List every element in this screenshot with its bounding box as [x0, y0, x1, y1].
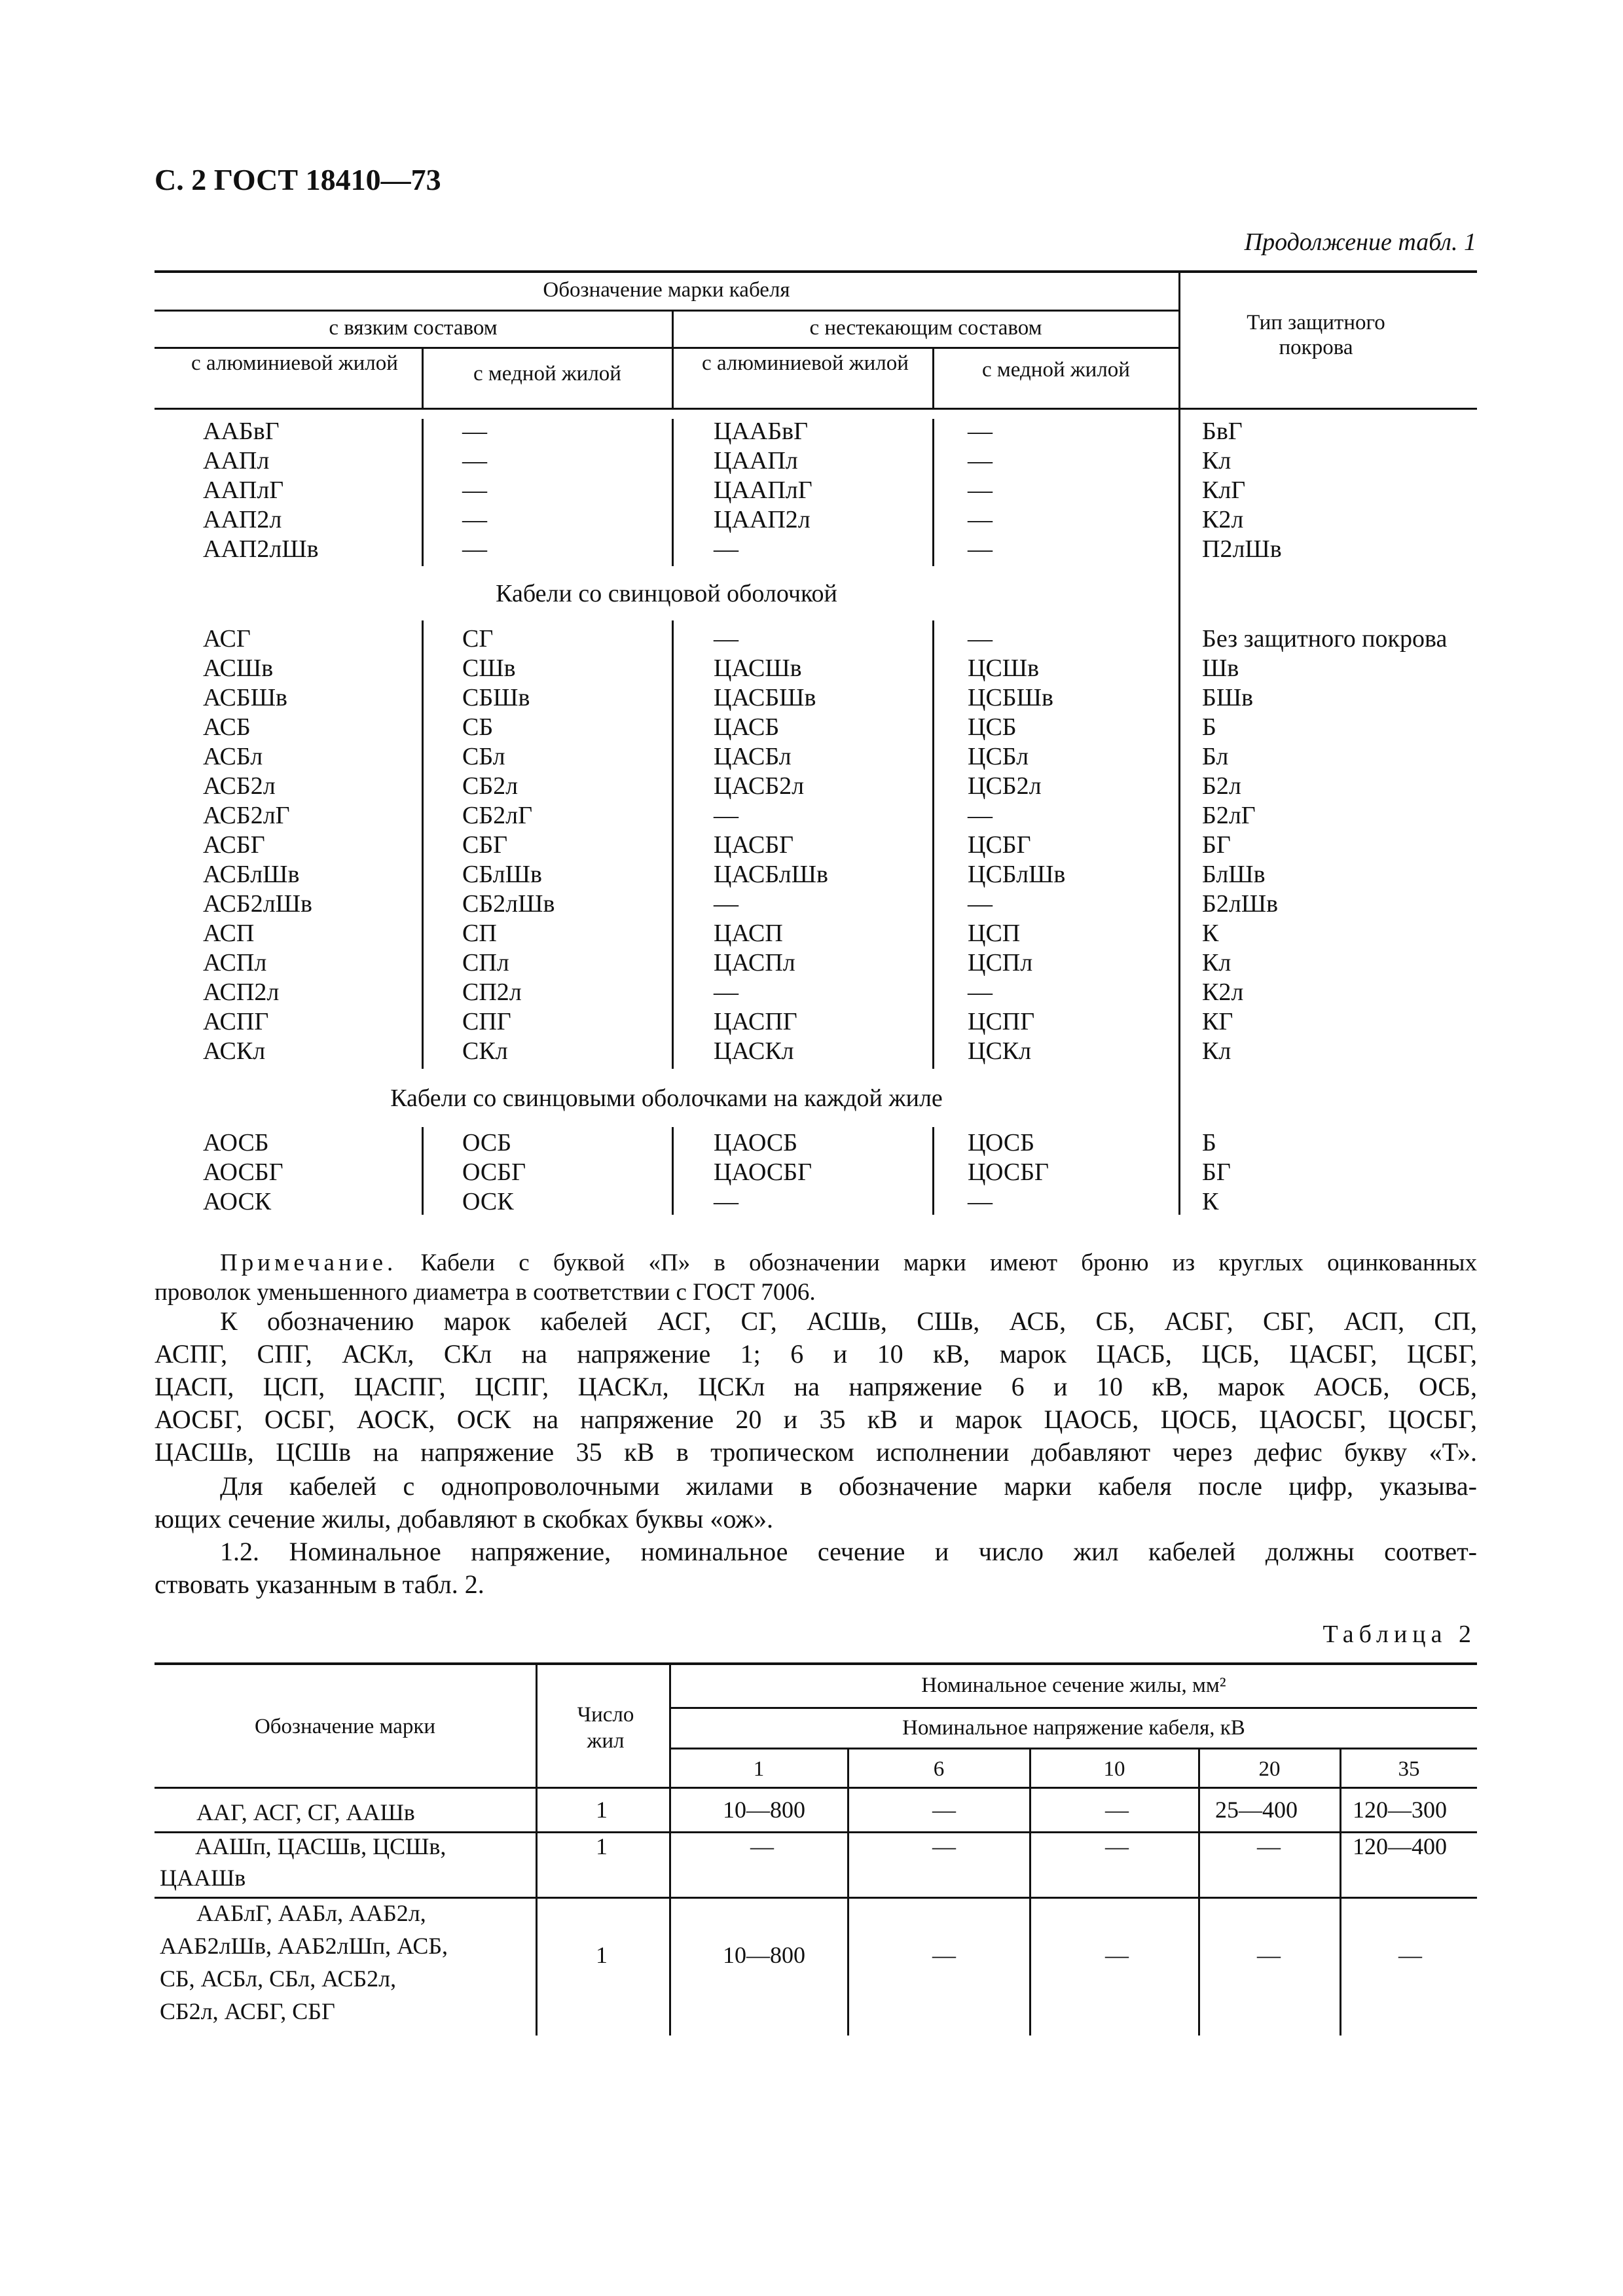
- cell-viscous-alu: ААПлГ: [203, 476, 284, 504]
- table2-label: Таблица 2: [1322, 1621, 1476, 1648]
- t2-cell-mark: ААБ2лШв, ААБ2лШп, АСБ,: [160, 1933, 448, 1959]
- cell-viscous-alu: АСБлШв: [203, 861, 300, 888]
- cell-cover-type: Кл: [1202, 447, 1231, 475]
- cell-nondrip-alu: ЦАСКл: [714, 1037, 794, 1065]
- table1-body-divider: [932, 419, 934, 566]
- cell-viscous-cu: СП: [462, 920, 497, 947]
- cell-nondrip-alu: ЦААПл: [714, 447, 798, 475]
- cell-viscous-cu: СБлШв: [462, 861, 542, 888]
- t2-cell-v35: 120—300: [1353, 1797, 1447, 1823]
- t2-cell-v1: 10—800: [723, 1942, 805, 1968]
- t2-header-voltage-10: 10: [1103, 1757, 1125, 1781]
- header-nondrip: с нестекающим составом: [809, 316, 1042, 340]
- cell-nondrip-alu: —: [714, 890, 739, 918]
- cell-viscous-alu: АСКл: [203, 1037, 266, 1065]
- paragraph-line: К обозначению марок кабелей АСГ, СГ, АСШв, СШв, АСБ, СБ, АСБГ, СБГ, АСП, СП,: [220, 1306, 1477, 1336]
- cell-nondrip-cu: ЦСПГ: [968, 1008, 1035, 1035]
- cell-viscous-cu: СГ: [462, 625, 494, 653]
- cell-nondrip-alu: ЦАСБл: [714, 743, 792, 770]
- cell-viscous-alu: АСБШв: [203, 684, 287, 711]
- cell-nondrip-cu: ЦСБ: [968, 713, 1017, 741]
- cell-nondrip-cu: —: [968, 418, 993, 445]
- table1-body-divider: [672, 419, 674, 566]
- cell-viscous-alu: АСБ2лШв: [203, 890, 312, 918]
- t2-cell-mark: ААШп, ЦАСШв, ЦСШв,: [195, 1833, 447, 1859]
- cell-cover-type: Б2лГ: [1202, 802, 1256, 829]
- cell-nondrip-cu: ЦСП: [968, 920, 1021, 947]
- note-line: проволок уменьшенного диаметра в соответствии с ГОСТ 7006.: [155, 1279, 816, 1306]
- section-title-each-core-sheath: Кабели со свинцовыми оболочками на каждой жиле: [390, 1085, 943, 1112]
- paragraph-line: АСПГ, СПГ, АСКл, СКл на напряжение 1; 6 и 10 кВ, марок ЦАСБ, ЦСБ, ЦАСБГ, ЦСБГ,: [155, 1339, 1477, 1369]
- t2-cell-v20: —: [1257, 1942, 1281, 1968]
- header-cu-core: с медной жилой: [473, 362, 621, 386]
- table1-body-divider: [422, 419, 424, 566]
- t2-cell-v20: —: [1257, 1833, 1281, 1859]
- table2-header-rule-3: [155, 1787, 1477, 1789]
- cell-viscous-alu: АСП: [203, 920, 255, 947]
- cell-viscous-alu: ААП2л: [203, 506, 282, 533]
- cell-cover-type: Кл: [1202, 949, 1231, 977]
- cell-nondrip-cu: —: [968, 1188, 993, 1215]
- paragraph-line: ствовать указанным в табл. 2.: [155, 1570, 484, 1599]
- table1-body-divider: [422, 620, 424, 1069]
- cell-viscous-alu: АОСБ: [203, 1129, 269, 1157]
- cell-cover-type: БШв: [1202, 684, 1254, 711]
- cell-viscous-alu: ААБвГ: [203, 418, 280, 445]
- t2-header-voltage-35: 35: [1398, 1757, 1420, 1781]
- cell-viscous-cu: СПл: [462, 949, 509, 977]
- header-viscous: с вязким составом: [329, 316, 498, 340]
- cell-nondrip-cu: —: [968, 802, 993, 829]
- cell-cover-type: К: [1202, 1188, 1219, 1215]
- cell-viscous-cu: —: [462, 418, 487, 445]
- table2-col-divider: [847, 1748, 849, 2036]
- t2-header-section: Номинальное сечение жилы, мм²: [921, 1674, 1226, 1697]
- cell-nondrip-alu: ЦАОСБГ: [714, 1158, 812, 1186]
- t2-header-voltage-1: 1: [753, 1757, 765, 1781]
- cell-cover-type: К2л: [1202, 978, 1244, 1006]
- cell-viscous-cu: СПГ: [462, 1008, 511, 1035]
- cell-viscous-alu: АСБГ: [203, 831, 265, 859]
- table2-col-divider: [536, 1662, 538, 2036]
- table2-row-rule: [155, 1897, 1477, 1899]
- cell-cover-type: Б2л: [1202, 772, 1241, 800]
- cell-viscous-alu: АСБ2лГ: [203, 802, 290, 829]
- cell-viscous-alu: АСШв: [203, 655, 274, 682]
- paragraph-line: ющих сечение жилы, добавляют в скобках буквы «ож».: [155, 1504, 774, 1534]
- cell-viscous-cu: СБ2лГ: [462, 802, 533, 829]
- table1-col-divider-cover: [1178, 270, 1180, 1215]
- table2-col-divider: [1340, 1748, 1341, 2036]
- cell-nondrip-alu: ЦААБвГ: [714, 418, 809, 445]
- t2-cell-v35: —: [1398, 1942, 1422, 1968]
- cell-nondrip-cu: ЦСШв: [968, 655, 1040, 682]
- cell-nondrip-cu: ЦСБл: [968, 743, 1029, 770]
- cell-nondrip-alu: —: [714, 802, 739, 829]
- cell-nondrip-alu: —: [714, 625, 739, 653]
- paragraph-line: 1.2. Номинальное напряжение, номинальное сечение и число жил кабелей должны соответ-: [220, 1537, 1477, 1566]
- cell-nondrip-cu: ЦСБШв: [968, 684, 1053, 711]
- table2-header-rule-1: [669, 1707, 1477, 1709]
- cell-cover-type: Без защитного покрова: [1202, 625, 1448, 653]
- cell-nondrip-alu: ЦААПлГ: [714, 476, 812, 504]
- cell-cover-type: Б: [1202, 1129, 1216, 1157]
- cell-nondrip-cu: ЦОСБГ: [968, 1158, 1049, 1186]
- paragraph-line: АОСБГ, ОСБГ, АОСК, ОСК на напряжение 20 и 35 кВ и марок ЦАОСБ, ЦОСБ, ЦАОСБГ, ЦОСБГ,: [155, 1405, 1477, 1434]
- cell-cover-type: Шв: [1202, 655, 1239, 682]
- note-line: Примечание. Кабели с буквой «П» в обозначении марки имеют броню из круглых оцинкованных: [220, 1249, 1477, 1276]
- cell-nondrip-alu: ЦАСПл: [714, 949, 795, 977]
- cell-cover-type: К: [1202, 920, 1219, 947]
- cell-viscous-cu: СБ2л: [462, 772, 519, 800]
- cell-viscous-alu: АСПл: [203, 949, 267, 977]
- cell-nondrip-cu: ЦСБлШв: [968, 861, 1066, 888]
- cell-nondrip-cu: ЦОСБ: [968, 1129, 1035, 1157]
- cell-nondrip-cu: ЦСКл: [968, 1037, 1032, 1065]
- cell-cover-type: КГ: [1202, 1008, 1233, 1035]
- header-cover-type: Тип защитного покрова: [1247, 311, 1385, 359]
- cell-nondrip-alu: ЦАСБлШв: [714, 861, 828, 888]
- cell-nondrip-alu: ЦАСБШв: [714, 684, 816, 711]
- cell-viscous-alu: АОСБГ: [203, 1158, 283, 1186]
- t2-cell-mark: СБ, АСБл, СБл, АСБ2л,: [160, 1965, 397, 1992]
- cell-viscous-alu: АОСК: [203, 1188, 272, 1215]
- cell-nondrip-alu: —: [714, 535, 739, 563]
- table1-header-rule-1: [155, 310, 1180, 312]
- cell-viscous-cu: —: [462, 447, 487, 475]
- cell-viscous-cu: —: [462, 506, 487, 533]
- t2-cell-cores: 1: [596, 1797, 608, 1823]
- table1-body-divider: [672, 1127, 674, 1215]
- t2-header-voltage-20: 20: [1258, 1757, 1281, 1781]
- table1-header-rule-3: [155, 408, 1477, 410]
- t2-cell-v6: —: [932, 1942, 956, 1968]
- paragraph-line: ЦАСП, ЦСП, ЦАСПГ, ЦСПГ, ЦАСКл, ЦСКл на напряжение 6 и 10 кВ, марок АОСБ, ОСБ,: [155, 1372, 1477, 1401]
- cell-cover-type: БлШв: [1202, 861, 1266, 888]
- cell-nondrip-cu: —: [968, 506, 993, 533]
- table2-top-rule: [155, 1662, 1477, 1665]
- cell-viscous-alu: АСБ2л: [203, 772, 276, 800]
- cell-viscous-cu: ОСБГ: [462, 1158, 526, 1186]
- table1-body-divider: [422, 1127, 424, 1215]
- header-alu-core: с алюминиевой жилой: [191, 351, 398, 375]
- cell-viscous-alu: ААПл: [203, 447, 270, 475]
- table1-body-divider: [932, 1127, 934, 1215]
- cell-cover-type: Кл: [1202, 1037, 1231, 1065]
- cell-viscous-cu: СКл: [462, 1037, 508, 1065]
- t2-cell-v6: —: [932, 1797, 956, 1823]
- table2-col-divider: [1029, 1748, 1031, 2036]
- t2-cell-mark: ААБлГ, ААБл, ААБ2л,: [196, 1900, 426, 1926]
- header-cu-core: с медной жилой: [982, 358, 1130, 382]
- t2-header-cores: Число жил: [577, 1703, 634, 1753]
- cell-viscous-alu: АСГ: [203, 625, 251, 653]
- t2-cell-v10: —: [1105, 1942, 1129, 1968]
- t2-cell-v35: 120—400: [1353, 1833, 1447, 1859]
- cell-viscous-cu: СБ: [462, 713, 494, 741]
- table2-col-divider: [1198, 1748, 1200, 2036]
- t2-cell-mark: ЦААШв: [160, 1865, 246, 1891]
- cell-viscous-cu: СП2л: [462, 978, 522, 1006]
- t2-cell-mark: СБ2л, АСБГ, СБГ: [160, 1998, 335, 2024]
- cell-nondrip-cu: —: [968, 447, 993, 475]
- table-continuation-label: Продолжение табл. 1: [1244, 228, 1476, 256]
- cell-viscous-cu: СБГ: [462, 831, 508, 859]
- cell-cover-type: К2л: [1202, 506, 1244, 533]
- cell-nondrip-alu: —: [714, 978, 739, 1006]
- cell-nondrip-alu: ЦАСБ2л: [714, 772, 805, 800]
- t2-header-voltage: Номинальное напряжение кабеля, кВ: [902, 1716, 1245, 1740]
- t2-header-voltage-6: 6: [933, 1757, 945, 1781]
- t2-cell-v6: —: [932, 1833, 956, 1859]
- t2-cell-v1: —: [750, 1833, 774, 1859]
- cell-nondrip-alu: ЦАСБГ: [714, 831, 794, 859]
- table1-body-divider: [932, 620, 934, 1069]
- cell-viscous-alu: АСБл: [203, 743, 263, 770]
- t2-cell-mark: ААГ, АСГ, СГ, ААШв: [196, 1799, 415, 1825]
- paragraph-single-wire: [155, 1470, 1477, 1535]
- cell-cover-type: БГ: [1202, 831, 1231, 859]
- cell-viscous-cu: СБл: [462, 743, 505, 770]
- cell-viscous-cu: СБ2лШв: [462, 890, 555, 918]
- t2-cell-v10: —: [1105, 1797, 1129, 1823]
- cell-nondrip-cu: ЦСБ2л: [968, 772, 1042, 800]
- table2-header-rule-2: [669, 1748, 1477, 1749]
- cell-cover-type: Б2лШв: [1202, 890, 1279, 918]
- cell-nondrip-alu: ЦАСПГ: [714, 1008, 797, 1035]
- cell-viscous-cu: ОСБ: [462, 1129, 512, 1157]
- cell-nondrip-cu: ЦСБГ: [968, 831, 1031, 859]
- cell-nondrip-cu: —: [968, 535, 993, 563]
- cell-nondrip-alu: —: [714, 1188, 739, 1215]
- cell-cover-type: БвГ: [1202, 418, 1243, 445]
- cell-nondrip-cu: —: [968, 625, 993, 653]
- cell-viscous-cu: СБШв: [462, 684, 530, 711]
- cell-viscous-alu: ААП2лШв: [203, 535, 319, 563]
- cell-cover-type: КлГ: [1202, 476, 1246, 504]
- cell-nondrip-alu: ЦАОСБ: [714, 1129, 798, 1157]
- table1-top-rule: [155, 270, 1477, 273]
- cell-viscous-alu: АСБ: [203, 713, 251, 741]
- cell-nondrip-cu: —: [968, 476, 993, 504]
- header-designation: Обозначение марки кабеля: [543, 278, 790, 302]
- cell-viscous-cu: ОСК: [462, 1188, 514, 1215]
- cell-cover-type: Б: [1202, 713, 1216, 741]
- table1-header-rule-2: [155, 347, 1180, 349]
- cell-viscous-cu: —: [462, 535, 487, 563]
- cell-cover-type: П2лШв: [1202, 535, 1282, 563]
- t2-header-designation: Обозначение марки: [254, 1715, 436, 1738]
- cell-nondrip-alu: ЦАСБ: [714, 713, 780, 741]
- section-title-lead-sheath: Кабели со свинцовой оболочкой: [496, 580, 837, 607]
- note-label: Примечание.: [220, 1249, 397, 1276]
- t2-cell-v1: 10—800: [723, 1797, 805, 1823]
- page-header: С. 2 ГОСТ 18410—73: [155, 163, 441, 196]
- paragraph-1-2: [155, 1535, 1477, 1601]
- cell-viscous-cu: СШв: [462, 655, 516, 682]
- cell-nondrip-cu: —: [968, 890, 993, 918]
- t2-cell-cores: 1: [596, 1833, 608, 1859]
- cell-nondrip-alu: ЦАСШв: [714, 655, 802, 682]
- paragraph-line: ЦАСШв, ЦСШв на напряжение 35 кВ в тропическом исполнении добавляют через дефис букву «Т».: [155, 1437, 1477, 1467]
- header-alu-core: с алюминиевой жилой: [702, 351, 909, 375]
- cell-viscous-alu: АСПГ: [203, 1008, 269, 1035]
- cell-nondrip-alu: ЦААП2л: [714, 506, 811, 533]
- paragraph-line: Для кабелей с однопроволочными жилами в обозначение марки кабеля после цифр, указыва-: [220, 1471, 1477, 1501]
- cell-cover-type: Бл: [1202, 743, 1229, 770]
- cell-nondrip-cu: ЦСПл: [968, 949, 1033, 977]
- cell-viscous-alu: АСП2л: [203, 978, 280, 1006]
- t2-cell-cores: 1: [596, 1942, 608, 1968]
- t2-cell-v20: 25—400: [1215, 1797, 1298, 1823]
- cell-nondrip-cu: —: [968, 978, 993, 1006]
- table1-note: [155, 1248, 1477, 1307]
- cell-nondrip-alu: ЦАСП: [714, 920, 783, 947]
- cell-cover-type: БГ: [1202, 1158, 1231, 1186]
- t2-cell-v10: —: [1105, 1833, 1129, 1859]
- paragraph-marking-tropical: [155, 1305, 1477, 1469]
- table1-body-divider: [672, 620, 674, 1069]
- cell-viscous-cu: —: [462, 476, 487, 504]
